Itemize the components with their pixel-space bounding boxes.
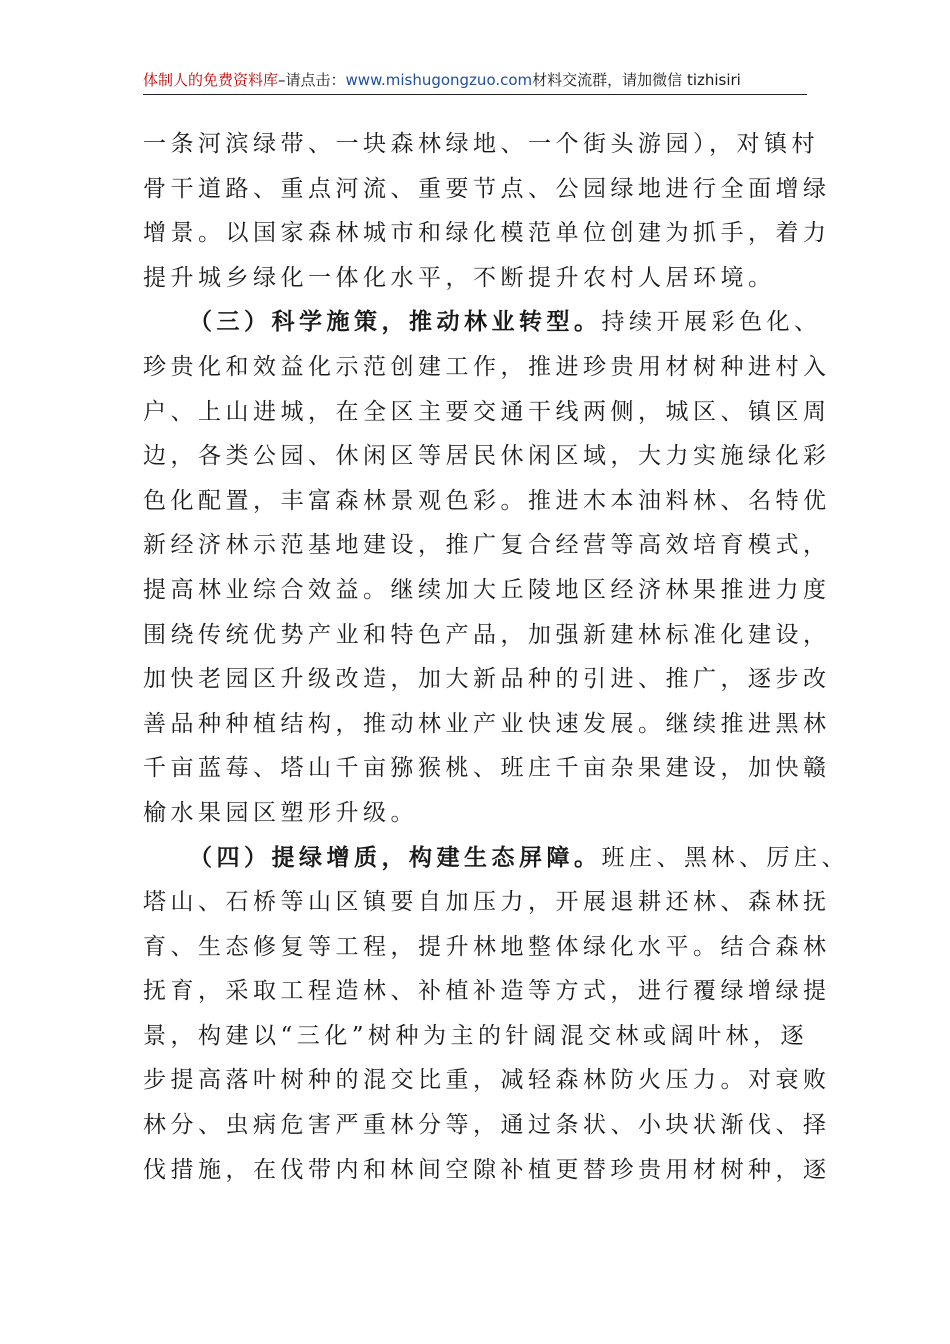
body-line: [143, 791, 833, 836]
header-contact: 材料交流群，请加微信 tizhisiri: [532, 71, 741, 89]
page-header: [143, 66, 807, 94]
line-text: 千亩蓝莓、塔山千亩猕猴桃、班庄千亩杂果建设，加快赣: [143, 755, 831, 782]
line-text: 新经济林示范基地建设，推广复合经营等高效培育模式，: [143, 532, 831, 559]
body-line: [143, 256, 833, 301]
header-url-link[interactable]: www.mishugongzuo.com: [345, 71, 533, 89]
body-line: [143, 568, 833, 613]
body-line: [143, 434, 833, 479]
body-line: [143, 925, 833, 970]
line-text: 户、上山进城，在全区主要交通干线两侧，城区、镇区周: [143, 398, 831, 425]
line-text: 抚育，采取工程造林、补植补造等方式，进行覆绿增绿提: [143, 978, 831, 1005]
section-heading-line: [143, 836, 849, 881]
body-line: [143, 523, 833, 568]
section-heading: （三）科学施策，推动林业转型。: [189, 308, 602, 336]
line-text: 善品种种植结构，推动林业产业快速发展。继续推进黑林: [143, 710, 831, 737]
body-line: [143, 390, 833, 435]
header-site-name: 体制人的免费资料库: [143, 71, 279, 89]
section-heading: （四）提绿增质，构建生态屏障。: [189, 843, 602, 871]
line-text: 骨干道路、重点河流、重要节点、公园绿地进行全面增绿: [143, 175, 831, 202]
body-line: [143, 702, 833, 747]
line-text: 育、生态修复等工程，提升林地整体绿化水平。结合森林: [143, 933, 831, 960]
section-heading-line: [143, 300, 833, 345]
header-click-prompt: –请点击：: [278, 71, 346, 89]
body-line: [143, 1148, 833, 1193]
body-line: [143, 657, 833, 702]
body-line: [143, 746, 833, 791]
header-divider: [143, 94, 807, 95]
body-line: [143, 211, 833, 256]
line-text: 榆水果园区塑形升级。: [143, 799, 418, 826]
line-text: 增景。以国家森林城市和绿化模范单位创建为抓手，着力: [143, 220, 831, 247]
line-text: 步提高落叶树种的混交比重，减轻森林防火压力。对衰败: [143, 1067, 831, 1094]
line-text: 边，各类公园、休闲区等居民休闲区域，大力实施绿化彩: [143, 443, 831, 470]
document-body: [143, 122, 849, 1192]
line-text: 提升城乡绿化一体化水平，不断提升农村人居环境。: [143, 264, 776, 291]
line-text: 伐措施，在伐带内和林间空隙补植更替珍贵用材树种，逐: [143, 1156, 831, 1183]
body-line: [143, 1103, 833, 1148]
line-text: 加快老园区升级改造，加大新品种的引进、推广，逐步改: [143, 666, 831, 693]
line-text: 塔山、石桥等山区镇要自加压力，开展退耕还林、森林抚: [143, 889, 831, 916]
body-line: [143, 122, 833, 167]
line-text: 林分、虫病危害严重林分等，通过条状、小块状渐伐、择: [143, 1112, 831, 1139]
body-line: [143, 880, 833, 925]
line-text: 一条河滨绿带、一块森林绿地、一个街头游园），对镇村: [143, 131, 819, 157]
line-text: 色化配置，丰富森林景观色彩。推进木本油料林、名特优: [143, 487, 831, 514]
body-line: [143, 1014, 833, 1059]
body-line: [143, 479, 833, 524]
body-line: [143, 345, 833, 390]
body-line: [143, 969, 833, 1014]
line-text: 提高林业综合效益。继续加大丘陵地区经济林果推进力度: [143, 576, 831, 603]
body-line: [143, 1058, 833, 1103]
body-line: [143, 167, 833, 212]
line-text: 珍贵化和效益化示范创建工作，推进珍贵用材树种进村入: [143, 353, 831, 380]
line-text: 围绕传统优势产业和特色产品，加强新建林标准化建设，: [143, 621, 831, 648]
line-text: 班庄、黑林、厉庄、: [601, 844, 849, 871]
body-line: [143, 613, 833, 658]
line-text: 持续开展彩色化、: [601, 309, 822, 336]
line-text: 景，构建以“三化”树种为主的针阔混交林或阔叶林，逐: [143, 1022, 809, 1049]
